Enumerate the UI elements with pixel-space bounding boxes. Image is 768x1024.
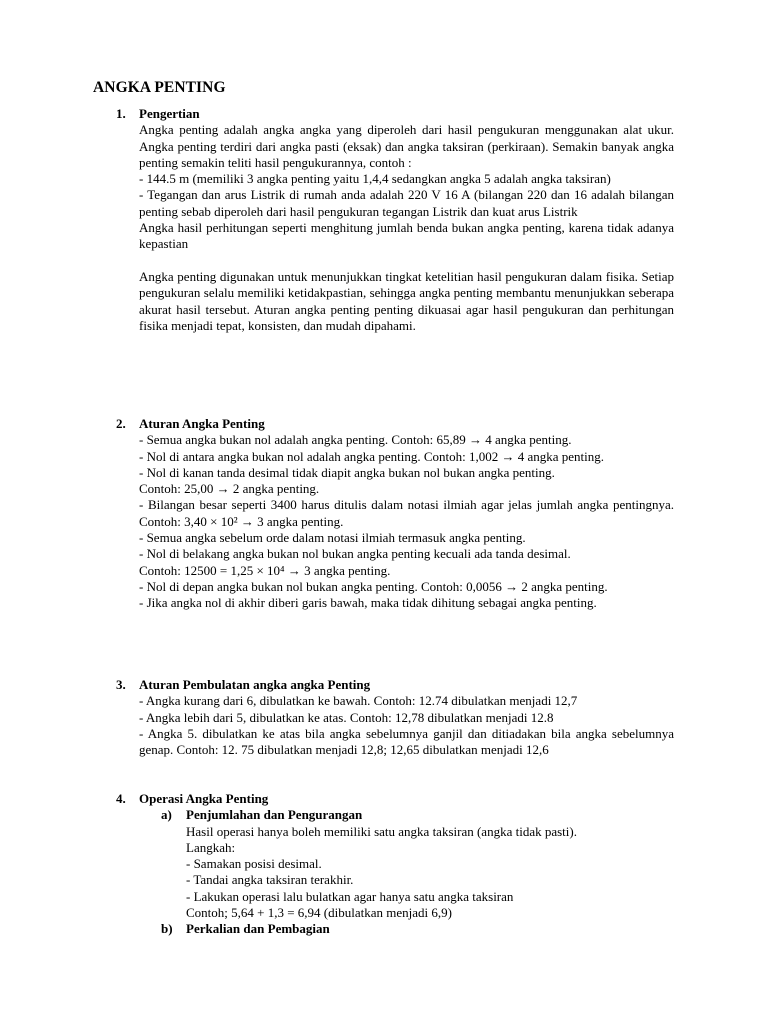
subsection-heading: Penjumlahan dan Pengurangan bbox=[186, 807, 363, 823]
rule-line: Contoh: 12500 = 1,25 × 10⁴ → 3 angka penting. bbox=[139, 562, 391, 578]
section-body bbox=[139, 122, 674, 334]
section-number: 2. bbox=[116, 416, 126, 431]
subsection-heading: Perkalian dan Pembagian bbox=[186, 921, 330, 936]
section-heading: Operasi Angka Penting bbox=[139, 791, 269, 806]
section-heading: Aturan Pembulatan angka angka Penting bbox=[139, 677, 371, 692]
section-number: 1. bbox=[116, 106, 126, 121]
rule-line: - Semua angka sebelum orde dalam notasi ilmiah termasuk angka penting. bbox=[139, 530, 526, 546]
rule-line: - Nol di kanan tanda desimal tidak diapit angka bukan nol bukan angka penting. bbox=[139, 464, 555, 480]
text-line: - Samakan posisi desimal. bbox=[186, 856, 322, 872]
rule-line: - Bilangan besar seperti 3400 harus ditulis dalam notasi ilmiah agar jelas jumlah angka pentingnya. Contoh: 3,40 × 10² → 3 angka penting. bbox=[139, 497, 674, 529]
rule-line: - Semua angka bukan nol adalah angka penting. Contoh: 65,89 → 4 angka penting. bbox=[139, 432, 572, 448]
paragraph: Angka hasil perhitungan seperti menghitung jumlah benda bukan angka penting, karena tidak adanya kepastian bbox=[139, 220, 674, 252]
section-body bbox=[139, 432, 674, 611]
section-number: 3. bbox=[116, 677, 126, 692]
rule-line: Contoh: 25,00 → 2 angka penting. bbox=[139, 481, 320, 497]
section-heading: Aturan Angka Penting bbox=[139, 416, 265, 431]
rule-line: - Nol di antara angka bukan nol adalah angka penting. Contoh: 1,002 → 4 angka penting. bbox=[139, 448, 604, 464]
text-line: Hasil operasi hanya boleh memiliki satu angka taksiran (angka tidak pasti). bbox=[186, 823, 577, 839]
rule-line: - Angka 5. dibulatkan ke atas bila angka sebelumnya ganjil dan ditiadakan bila angka sebelumnya genap. Contoh: 12. 75 dibulatkan menjadi 12,8; 12,65 dibulatkan menjadi 12,6 bbox=[139, 725, 674, 758]
paragraph-gap bbox=[139, 253, 674, 269]
text-line: Contoh; 5,64 + 1,3 = 6,94 (dibulatkan menjadi 6,9) bbox=[186, 905, 452, 921]
section-heading: Pengertian bbox=[139, 106, 200, 121]
subsection-body bbox=[186, 824, 674, 922]
rule-line: - Nol di depan angka bukan nol bukan angka penting. Contoh: 0,0056 → 2 angka penting. bbox=[139, 578, 608, 594]
text-line: - Tandai angka taksiran terakhir. bbox=[186, 872, 354, 888]
rule-line: - Nol di belakang angka bukan nol bukan angka penting kecuali ada tanda desimal. bbox=[139, 546, 571, 562]
rule-line: - Jika angka nol di akhir diberi garis bawah, maka tidak dihitung sebagai angka penting. bbox=[139, 595, 597, 611]
paragraph: - Tegangan dan arus Listrik di rumah anda adalah 220 V 16 A (bilangan 220 dan 16 adalah bilangan penting sebab diperoleh dari hasil pengukuran tegangan Listrik dan kuat arus Listrik bbox=[139, 187, 674, 219]
paragraph: Angka penting digunakan untuk menunjukkan tingkat ketelitian hasil pengukuran dalam fisika. Setiap pengukuran selalu memiliki ketidakpastian, sehingga angka penting membantu menunjukkan seberapa akurat hasil tersebut. Aturan angka penting penting dikuasai agar hasil pengukuran dan perhitungan fisika menjadi tepat, konsisten, dan mudah dipahami. bbox=[139, 268, 674, 333]
subsection-number: b) bbox=[161, 921, 173, 936]
page-title: ANGKA PENTING bbox=[93, 79, 226, 96]
rule-line: - Angka kurang dari 6, dibulatkan ke bawah. Contoh: 12.74 dibulatkan menjadi 12,7 bbox=[139, 693, 578, 709]
subsection-number: a) bbox=[161, 807, 172, 823]
text-line: Langkah: bbox=[186, 839, 236, 855]
section-number: 4. bbox=[116, 791, 126, 806]
text-line: - Lakukan operasi lalu bulatkan agar hanya satu angka taksiran bbox=[186, 888, 514, 904]
paragraph: - 144.5 m (memiliki 3 angka penting yaitu 1,4,4 sedangkan angka 5 adalah angka taksiran) bbox=[139, 171, 611, 187]
section-body bbox=[139, 693, 674, 758]
paragraph: Angka penting adalah angka angka yang diperoleh dari hasil pengukuran menggunakan alat ukur. Angka penting terdiri dari angka pasti (eksak) dan angka taksiran (perkiraan). Semakin banyak angka penting semakin teliti hasil pengukurannya, contoh : bbox=[139, 122, 674, 170]
rule-line: - Angka lebih dari 5, dibulatkan ke atas. Contoh: 12,78 dibulatkan menjadi 12.8 bbox=[139, 709, 554, 725]
